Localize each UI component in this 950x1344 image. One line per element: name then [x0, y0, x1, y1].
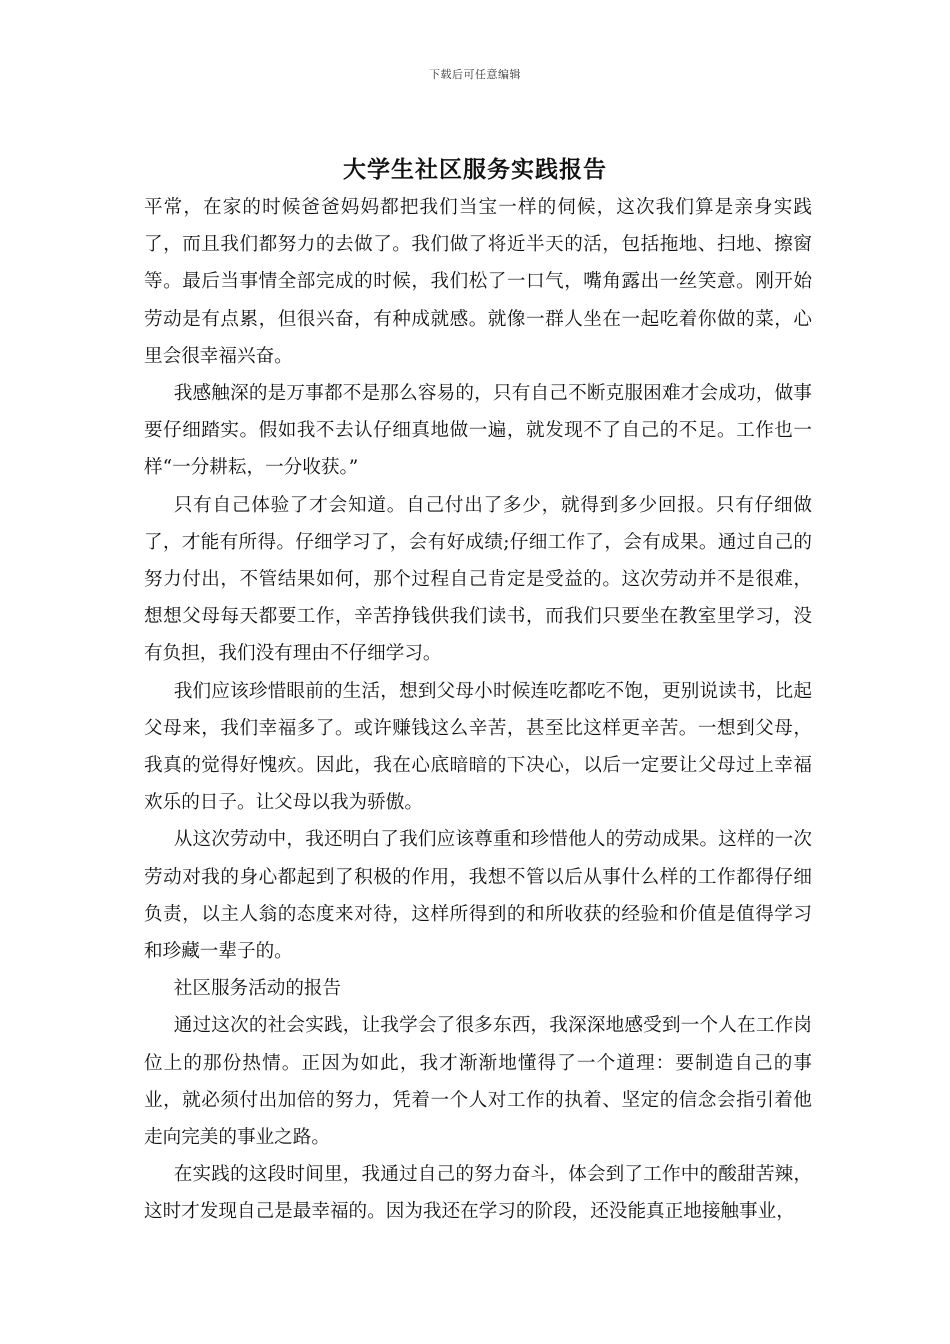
document-body [144, 189, 812, 1231]
section-heading: 社区服务活动的报告 [173, 978, 342, 1000]
paragraph: 在实践的这段时间里，我通过自己的努力奋斗，体会到了工作中的酸甜苦辣，这时才发现自己是最幸福的。因为我还在学习的阶段，还没能真正地接触事业， [144, 1164, 812, 1223]
paragraph: 我感触深的是万事都不是那么容易的，只有自己不断克服困难才会成功，做事要仔细踏实。假如我不去认仔细真地做一遍，就发现不了自己的不足。工作也一样“一分耕耘，一分收获。” [144, 383, 812, 479]
paragraph: 平常，在家的时候爸爸妈妈都把我们当宝一样的伺候，这次我们算是亲身实践了，而且我们都努力的去做了。我们做了将近半天的活，包括拖地、扫地、擦窗等。最后当事情全部完成的时候，我们松了一口气，嘴角露出一丝笑意。刚开始劳动是有点累，但很兴奋，有种成就感。就像一群人坐在一起吃着你做的菜，心里会很幸福兴奋。 [144, 197, 812, 367]
document-title: 大学生社区服务实践报告 [343, 157, 607, 183]
paragraph: 从这次劳动中，我还明白了我们应该尊重和珍惜他人的劳动成果。这样的一次劳动对我的身心都起到了积极的作用，我想不管以后从事什么样的工作都得仔细负责，以主人翁的态度来对待，这样所得到的和所收获的经验和价值是值得学习和珍藏一辈子的。 [144, 829, 812, 963]
paragraph: 只有自己体验了才会知道。自己付出了多少，就得到多少回报。只有仔细做了，才能有所得。仔细学习了，会有好成绩;仔细工作了，会有成果。通过自己的努力付出，不管结果如何，那个过程自己肯定是受益的。这次劳动并不是很难，想想父母每天都要工作，辛苦挣钱供我们读书，而我们只要坐在教室里学习，没有负担，我们没有理由不仔细学习。 [144, 494, 812, 665]
paragraph: 我们应该珍惜眼前的生活，想到父母小时候连吃都吃不饱，更别说读书，比起父母来，我们幸福多了。或许赚钱这么辛苦，甚至比这样更辛苦。一想到父母，我真的觉得好愧疚。因此，我在心底暗暗的下决心，以后一定要让父母过上幸福欢乐的日子。让父母以我为骄傲。 [144, 680, 812, 814]
paragraph: 通过这次的社会实践，让我学会了很多东西，我深深地感受到一个人在工作岗位上的那份热情。正因为如此，我才渐渐地懂得了一个道理：要制造自己的事业，就必须付出加倍的努力，凭着一个人对工作的执着、坚定的信念会指引着他走向完美的事业之路。 [144, 1015, 812, 1149]
header-note: 下载后可任意编辑 [429, 68, 521, 81]
